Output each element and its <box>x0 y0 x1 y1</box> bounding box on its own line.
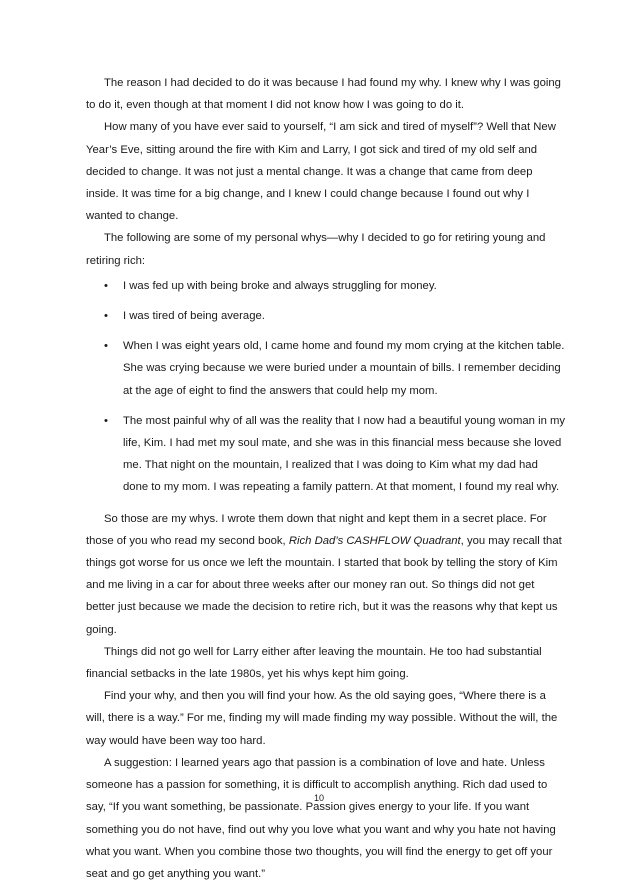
paragraph: How many of you have ever said to yourself, “I am sick and tired of myself”? Well that New Year’s Eve, sitting around the fire with Kim and Larry, I got sick and tired of my old self and decided to change. It was not just a mental change. It was a change that came from deep inside. It was time for a big change, and I knew I could change because I found out why I wanted to change. <box>86 121 556 223</box>
paragraph: The following are some of my personal whys—why I decided to go for retiring young and retiring rich: <box>86 232 546 267</box>
paragraph <box>86 508 566 641</box>
list-item <box>86 305 566 327</box>
list-item-text: I was fed up with being broke and always struggling for money. <box>123 279 437 292</box>
paragraph-text: So those are my whys. I wrote them down that night and kept them in a secret place. For those of you who read my second book, <box>86 512 547 547</box>
bullet-list <box>86 275 566 499</box>
book-title: Rich Dad’s CASHFLOW Quadrant <box>288 534 461 547</box>
list-item-text: I was tired of being average. <box>123 310 265 323</box>
section-gap <box>86 499 566 508</box>
list-item-text: When I was eight years old, I came home and found my mom crying at the kitchen table. She was crying because we were buried under a mountain of bills. I remember deciding at the age of eight to find the answers that could help my mom. <box>123 340 565 397</box>
paragraph: The reason I had decided to do it was because I had found my why. I knew why I was going to do it, even though at that moment I did not know how I was going to do it. <box>86 77 561 112</box>
page-number: 10 <box>313 793 324 803</box>
bullet-icon: • <box>104 279 108 292</box>
paragraph-text: , you may recall that things got worse for us once we left the mountain. I started that book by telling the story of Kim and me living in a car for about three weeks after our money ran out. So things did not get better just because we made the decision to retire rich, but it was the reasons why that kept us going. <box>86 534 562 636</box>
list-item <box>86 335 566 402</box>
list-item <box>86 275 566 297</box>
bullet-icon: • <box>104 310 108 323</box>
paragraph: Find your why, and then you will find your how. As the old saying goes, “Where there is a will, there is a way.” For me, finding my will made finding my way possible. Without the will, the way would have been way too hard. <box>86 690 558 747</box>
list-item-text: The most painful why of all was the reality that I now had a beautiful young woman in my life, Kim. I had met my soul mate, and she was in this financial mess because she loved me. That night on the mountain, I realized that I was doing to Kim what my dad had done to my mom. I was repeating a family pattern. At that moment, I found my real why. <box>123 414 566 494</box>
bullet-icon: • <box>104 414 108 427</box>
list-item <box>86 410 566 499</box>
bullet-icon: • <box>104 340 108 353</box>
paragraph: A suggestion: I learned years ago that passion is a combination of love and hate. Unless someone has a passion for something, it is difficult to accomplish anything. Rich dad used to say, “If you want something, be passionate. Passion gives energy to your life. If you want something you do not have, find out why you love what you want and why you hate not having what you want. When you combine those two thoughts, you will find the energy to get off your seat and go get anything you want.” <box>86 756 556 880</box>
page-body <box>86 72 566 885</box>
paragraph: Things did not go well for Larry either after leaving the mountain. He too had substantial financial setbacks in the late 1980s, yet his whys kept him going. <box>86 645 542 681</box>
